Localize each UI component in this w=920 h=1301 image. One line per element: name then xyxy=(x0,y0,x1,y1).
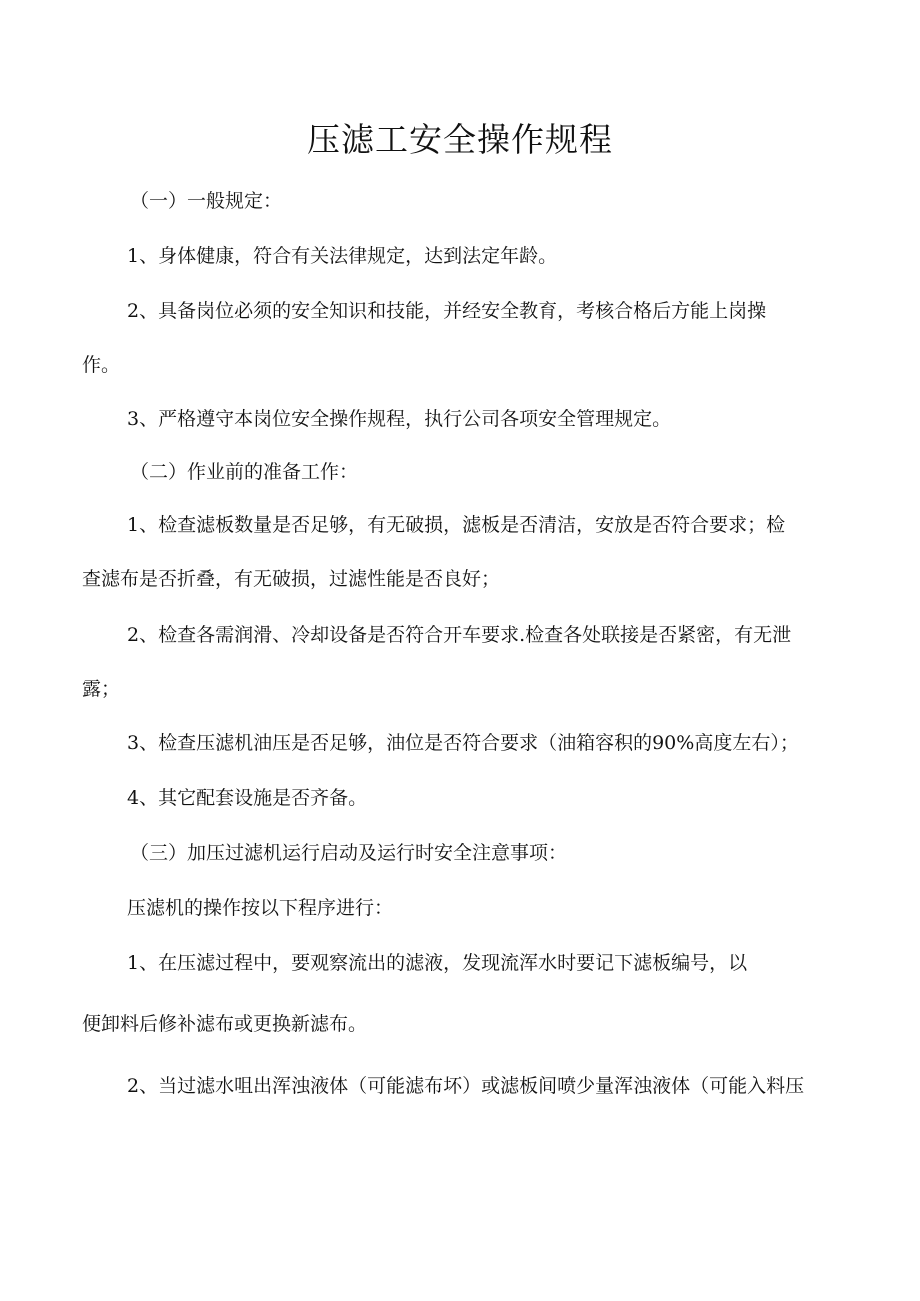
section-3-heading: （三）加压过滤机运行启动及运行时安全注意事项： xyxy=(130,842,568,864)
section-1-item-2-line-2: 作。 xyxy=(82,354,121,376)
section-2-item-2-line-2: 露； xyxy=(82,678,121,700)
document-title: 压滤工安全操作规程 xyxy=(307,120,613,159)
section-2-item-3: 3、检查压滤机油压是否足够，油位是否符合要求（油箱容积的90%高度左右）； xyxy=(127,732,799,754)
section-3-item-2-line-1: 2、当过滤水咀出浑浊液体（可能滤布坏）或滤板间喷少量浑浊液体（可能入料压 xyxy=(127,1075,805,1097)
section-2-item-2-line-1: 2、检查各需润滑、冷却设备是否符合开车要求.检查各处联接是否紧密，有无泄 xyxy=(127,624,792,646)
section-2-item-1-line-1: 1、检查滤板数量是否足够，有无破损，滤板是否清洁，安放是否符合要求；检 xyxy=(127,514,786,536)
section-2-item-1-line-2: 查滤布是否折叠，有无破损，过滤性能是否良好； xyxy=(82,568,501,590)
section-1-item-2-line-1: 2、具备岗位必须的安全知识和技能，并经安全教育，考核合格后方能上岗操 xyxy=(127,300,767,322)
section-1-item-3: 3、严格遵守本岗位安全操作规程，执行公司各项安全管理规定。 xyxy=(127,408,672,430)
section-3-item-1-line-2: 便卸料后修补滤布或更换新滤布。 xyxy=(82,1013,368,1035)
section-3-item-1-line-1: 1、在压滤过程中，要观察流出的滤液，发现流浑水时要记下滤板编号，以 xyxy=(127,952,748,974)
section-1-heading: （一）一般规定： xyxy=(130,190,283,212)
section-3-intro: 压滤机的操作按以下程序进行： xyxy=(127,897,394,919)
section-2-heading: （二）作业前的准备工作： xyxy=(130,461,359,483)
section-2-item-4: 4、其它配套设施是否齐备。 xyxy=(127,787,368,809)
section-1-item-1: 1、身体健康，符合有关法律规定，达到法定年龄。 xyxy=(127,245,558,267)
